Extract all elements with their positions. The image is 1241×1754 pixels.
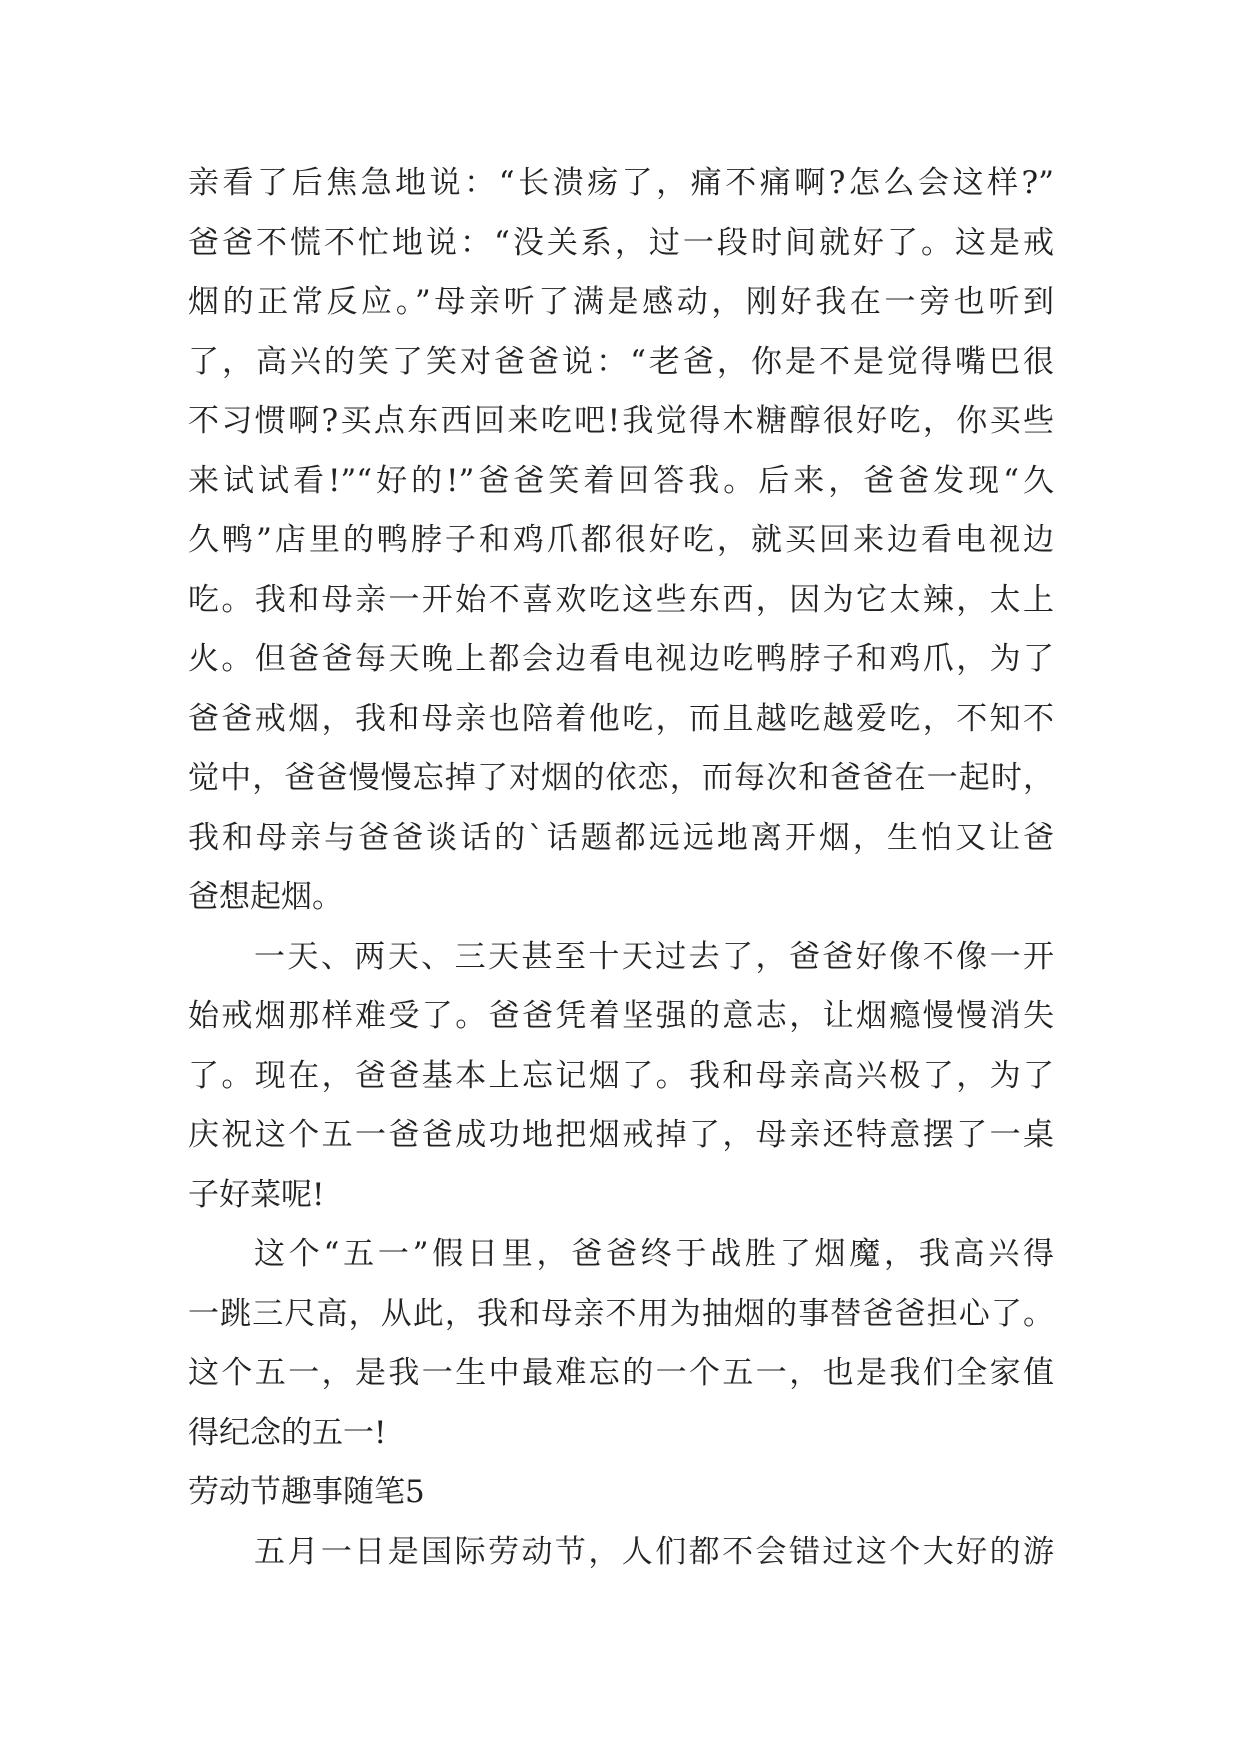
paragraph-line: 爸想起烟。 <box>188 879 343 915</box>
paragraph-line: 火。但爸爸每天晚上都会边看电视边吃鸭脖子和鸡爪，为了 <box>188 641 1054 677</box>
paragraph-4 <box>188 1523 1054 1583</box>
paragraph-2 <box>188 928 1054 1226</box>
paragraph-line: 来试试看!”“好的!”爸爸笑着回答我。后来，爸爸发现“久 <box>188 462 1054 499</box>
paragraph-line: 庆祝这个五一爸爸成功地把烟戒掉了，母亲还特意摆了一桌 <box>188 1117 1054 1153</box>
paragraph-line: 得纪念的五一! <box>188 1414 387 1451</box>
paragraph-line: 不习惯啊?买点东西回来吃吧!我觉得木糖醇很好吃，你买些 <box>188 403 1054 439</box>
paragraph-3 <box>188 1225 1054 1463</box>
paragraph-line: 爸爸不慌不忙地说：“没关系，过一段时间就好了。这是戒 <box>188 224 1054 261</box>
paragraph-1 <box>188 154 1054 928</box>
paragraph-line: 一跳三尺高，从此，我和母亲不用为抽烟的事替爸爸担心了。 <box>188 1295 1054 1332</box>
paragraph-line: 我和母亲与爸爸谈话的`话题都远远地离开烟，生怕又让爸 <box>188 819 1054 856</box>
paragraph-line: 了，高兴的笑了笑对爸爸说：“老爸，你是不是觉得嘴巴很 <box>188 343 1054 380</box>
paragraph-line: 了。现在，爸爸基本上忘记烟了。我和母亲高兴极了，为了 <box>188 1057 1054 1094</box>
paragraph-line: 爸爸戒烟，我和母亲也陪着他吃，而且越吃越爱吃，不知不 <box>188 700 1054 737</box>
paragraph-line: 始戒烟那样难受了。爸爸凭着坚强的意志，让烟瘾慢慢消失 <box>188 998 1054 1034</box>
paragraph-line: 觉中，爸爸慢慢忘掉了对烟的依恋，而每次和爸爸在一起时， <box>188 760 1054 796</box>
document-body <box>188 154 1054 1582</box>
paragraph-line: 亲看了后焦急地说：“长溃疡了，痛不痛啊?怎么会这样?” <box>188 165 1054 201</box>
paragraph-line: 吃。我和母亲一开始不喜欢吃这些东西，因为它太辣，太上 <box>188 581 1054 618</box>
paragraph-line: 这个五一，是我一生中最难忘的一个五一，也是我们全家值 <box>188 1355 1054 1391</box>
paragraph-line: 一天、两天、三天甚至十天过去了，爸爸好像不像一开 <box>254 938 1054 975</box>
paragraph-line: 烟的正常反应。”母亲听了满是感动，刚好我在一旁也听到 <box>188 284 1054 320</box>
paragraph-line: 久鸭”店里的鸭脖子和鸡爪都很好吃，就买回来边看电视边 <box>188 522 1054 558</box>
section-heading-block <box>188 1463 1054 1523</box>
section-heading: 劳动节趣事随笔5 <box>188 1474 425 1510</box>
paragraph-line: 子好菜呢! <box>188 1176 325 1213</box>
paragraph-line: 这个“五一”假日里，爸爸终于战胜了烟魔，我高兴得 <box>254 1236 1054 1272</box>
paragraph-line: 五月一日是国际劳动节，人们都不会错过这个大好的游 <box>254 1533 1054 1570</box>
